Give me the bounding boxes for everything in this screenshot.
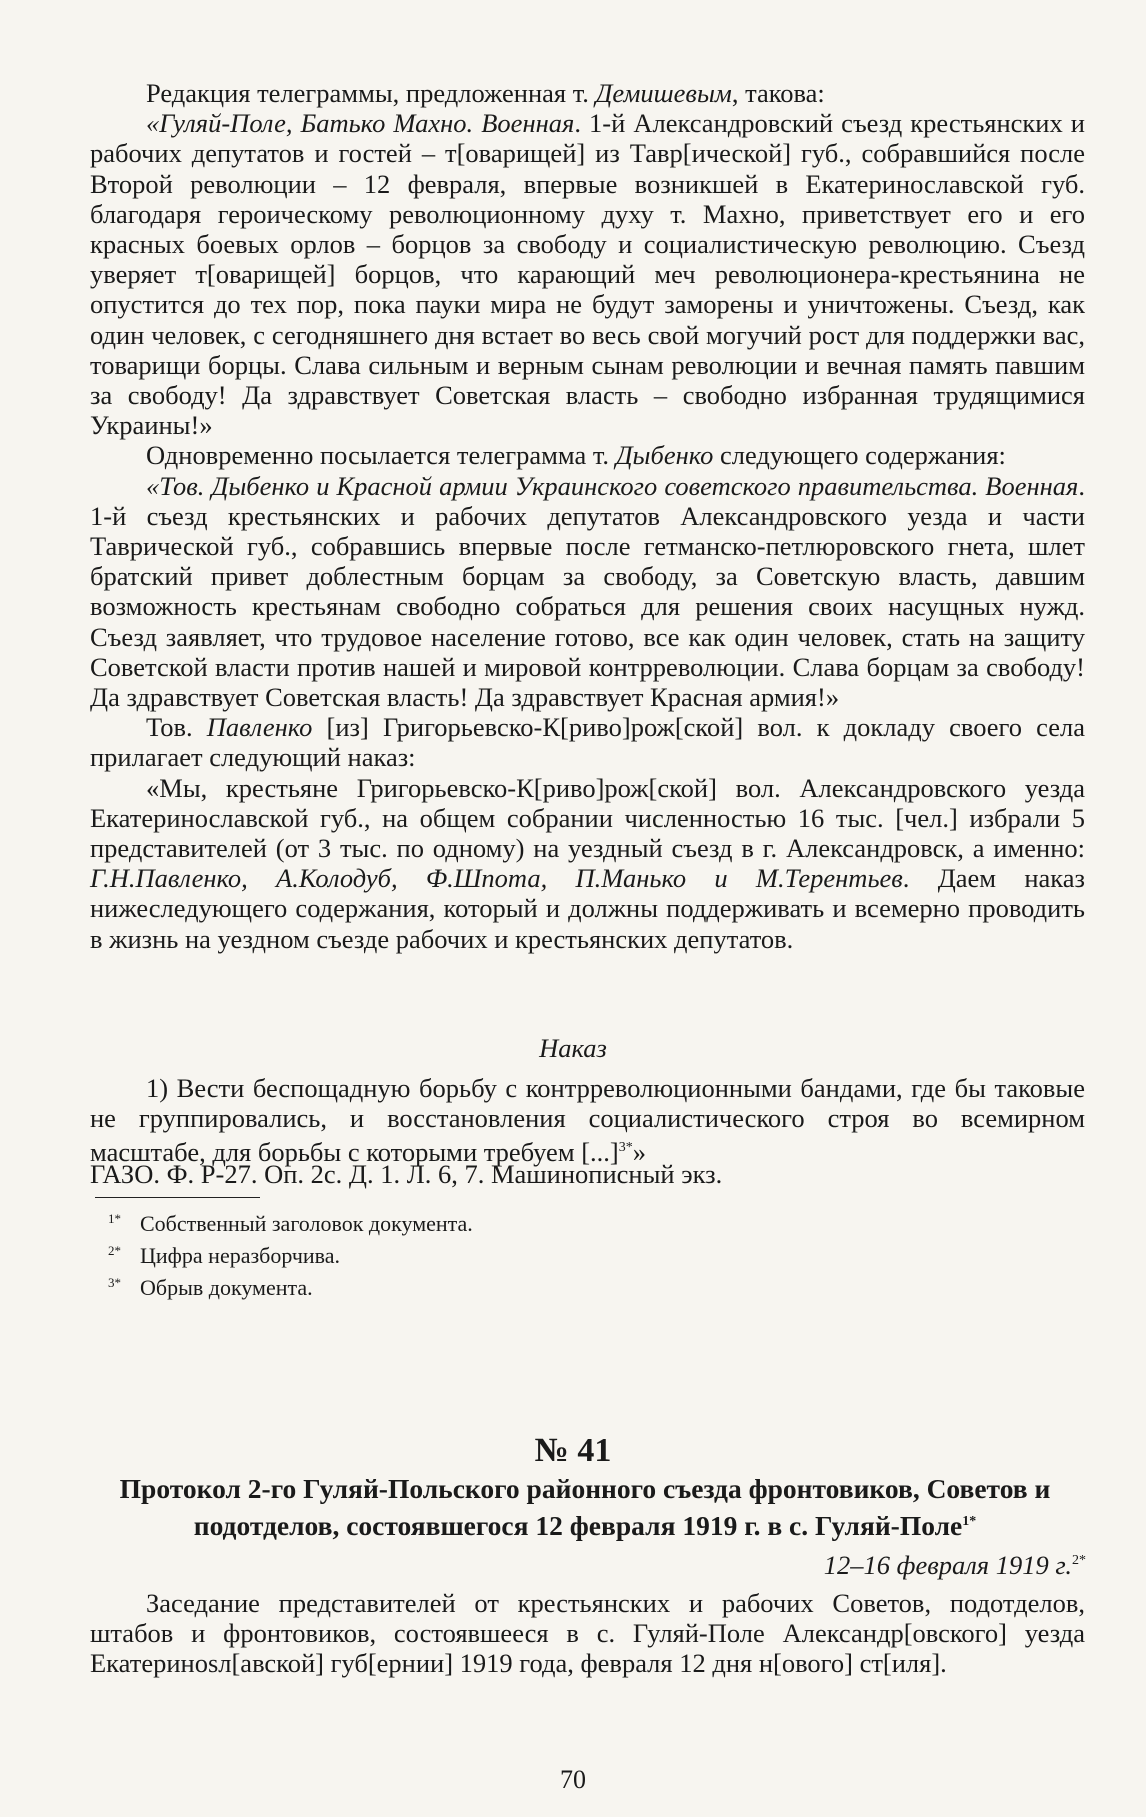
footnote-item: $^{2*}$ Цифра неразборчива.	[108, 1243, 341, 1268]
footnote-item: $^{3*}$ Обрыв документа.	[108, 1275, 313, 1300]
nakaz-item-block	[90, 1073, 1085, 1167]
protocol-intro	[90, 1588, 1085, 1679]
footnote-ref: 3*	[618, 1140, 633, 1156]
paragraph-pavlenko-intro: Тов. Павленко [из] Григорьевско-К[риво]рож[ской] вол. к докладу своего села прилагает следующий наказ:	[90, 712, 1085, 773]
document-number: № 41	[534, 1432, 612, 1469]
footnote-item: $^{1*}$ Собственный заголовок документа.	[108, 1211, 473, 1236]
page-number: 70	[560, 1765, 586, 1794]
document-date: 12–16 февраля 1919 г.$^{2*}$	[823, 1550, 1086, 1580]
nakaz-item-1: 1) Вести беспощадную борьбу с контрреволюционными бандами, где бы таковые не группировались, и восстановления социалистического строя во всемирном масштабе, для борьбы с которыми требуем [...]$^{3*}$»	[90, 1073, 1085, 1168]
footnote-divider	[95, 1197, 260, 1198]
paragraph-protocol-opening: Заседание представителей от крестьянских и рабочих Советов, подотделов, штабов и фронтовиков, состоявшееся в с. Гуляй-Поле Александр[овского] уезда Екатеринosл[авской] губ[ернии] 1919 года, февраля 12 дня н[ового] ст[иля].	[90, 1588, 1085, 1679]
paragraph-makhno-telegram: «Гуляй-Поле, Батько Махно. Военная. 1-й Александровский съезд крестьянских и рабочих депутатов и гостей – т[оварищей] из Тавр[ической] губ., собравшийся после Второй революции – 12 февраля, впервые возникшей в Екатеринославской губ. благодаря героическому революционному духу т. Махно, приветствует его и его красных боевых орлов – борцов за свободу и социалистическую революцию. Съезд уверяет т[оварищей] борцов, что карающий меч революционера-крестьянина не опустится до тех пор, пока пауки мира не будут заморены и уничтожены. Съезд, как один человек, с сегодняшнего дня встает во весь свой могучий рост для поддержки вас, товарищи борцы. Слава сильным и верным сынам революции и вечная память павшим за свободу! Да здравствует Советская власть – свободно избранная трудящимися Украины!»	[90, 108, 1085, 441]
footnote-ref: 2*	[1072, 1553, 1086, 1569]
nakaz-heading: Наказ	[539, 1033, 607, 1063]
telegram-section	[90, 78, 1085, 954]
footnote-ref: 1*	[962, 1514, 977, 1529]
archive-reference: ГАЗО. Ф. Р-27. Оп. 2с. Д. 1. Л. 6, 7. Машинописный экз.	[90, 1159, 723, 1189]
paragraph-demishev-intro: Редакция телеграммы, предложенная т. Демишевым, такова:	[146, 78, 825, 108]
document-title: Протокол 2-го Гуляй-Польского районного съезда фронтовиков, Советов и подотделов, состоявшегося 12 февраля 1919 г. в с. Гуляй-Поле$^{1*}$	[119, 1473, 1051, 1542]
footnotes	[108, 1205, 473, 1301]
paragraph-nakaz-preamble: «Мы, крестьяне Григорьевско-К[риво]рож[ской] вол. Александровского уезда Екатеринославской губ., на общем собрании численностью 16 тыс. [чел.] избрали 5 представителей (от 3 тыс. по одному) на уездный съезд в г. Александровск, а именно: Г.Н.Павленко, А.Колодуб, Ф.Шпота, П.Манько и М.Терентьев. Даем наказ нижеследующего содержания, который и должны поддерживать и всемерно проводить в жизнь на уездном съезде рабочих и крестьянских депутатов.	[90, 772, 1085, 954]
paragraph-dybenko-telegram: «Тов. Дыбенко и Красной армии Украинского советского правительства. Военная. 1-й съезд крестьянских и рабочих депутатов Александровского уезда и части Таврической губ., собравшись впервые после гетманско-петлюровского гнета, шлет братский привет доблестным борцам за свободу, за Советскую власть, давшим возможность крестьянам свободно собраться для решения своих насущных нужд. Съезд заявляет, что трудовое население готово, все как один человек, стать на защиту Советской власти против нашей и мировой контрреволюции. Слава борцам за свободу! Да здравствует Советская власть! Да здравствует Красная армия!»	[90, 470, 1085, 713]
paragraph-dybenko-intro: Одновременно посылается телеграмма т. Дыбенко следующего содержания:	[146, 440, 1006, 471]
